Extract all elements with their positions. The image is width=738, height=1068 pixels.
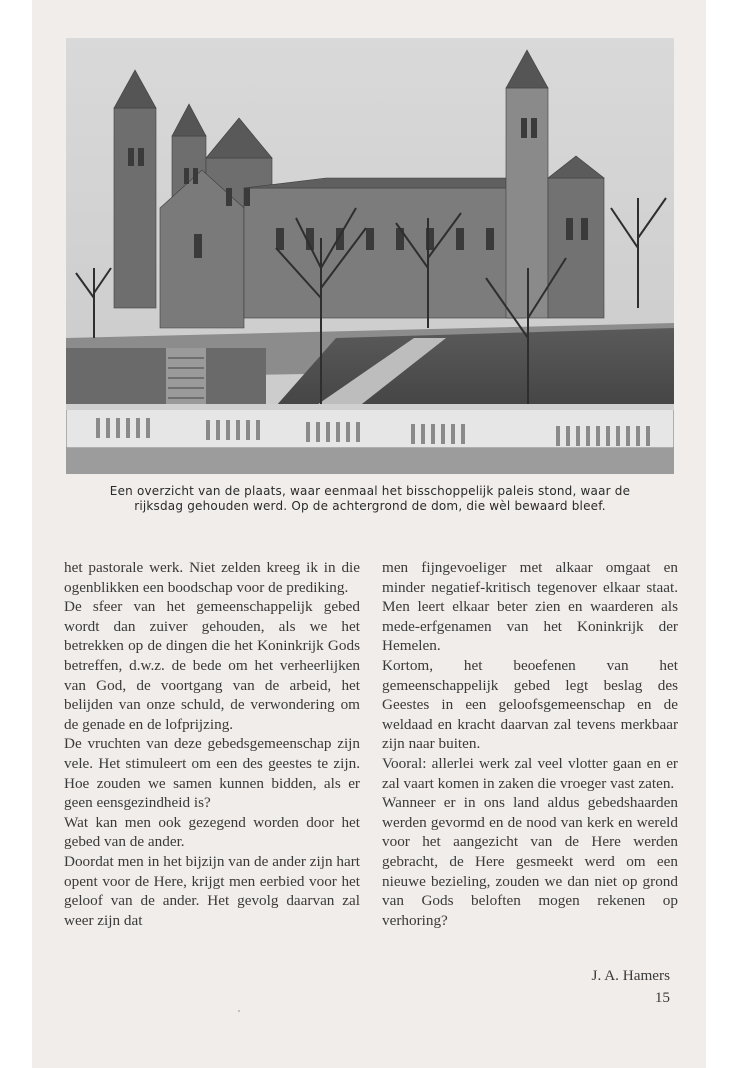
paragraph: De vruchten van deze gebedsgemeenschap zijn vele. Het stimuleert om een des geestes te zijn. Hoe zouden we samen kunnen bidden, als er geen eensgezindheid is? xyxy=(64,735,360,812)
caption-emphasis: wèl xyxy=(489,499,511,513)
article-column-right xyxy=(382,558,678,930)
paragraph: men fijngevoeliger met alkaar omgaat en minder negatief-kritisch tegenover elkaar staat. Men leert elkaar beter zien en waarderen als mede-erfgenamen van het Koninkrijk der Hemelen. xyxy=(382,559,678,655)
paragraph: Wanneer er in ons land aldus gebedshaarden werden gevormd en de nood van kerk en wereld voor het aangezicht van de Here werden gebracht, de Here gesmeekt werd om een nieuwe bezieling, zouden we dan niet op grond van Gods beloften mogen rekenen op verhoring? xyxy=(382,794,678,929)
author-signature: J. A. Hamers xyxy=(591,967,670,984)
cathedral-photo xyxy=(66,38,674,474)
paragraph: Wat kan men ook gezegend worden door het gebed van de ander. xyxy=(64,813,360,851)
paragraph: Doordat men in het bijzijn van de ander zijn hart opent voor de Here, krijgt men eerbied voor het geloof van de ander. Het gevolg daarvan zal weer zijn dat xyxy=(64,852,360,929)
paragraph: De sfeer van het gemeenschappelijk gebed wordt dan zuiver gehouden, als we het betrekken op de dingen die het Koninkrijk Gods betreffen, d.w.z. de bede om het verheerlijken van God, de voortgang van de arbeid, het belijden van onze schuld, de verwondering om de genade en de lofprijzing. xyxy=(64,598,360,733)
photo-caption xyxy=(62,484,678,514)
paragraph: het pastorale werk. Niet zelden kreeg ik in die ogenblikken een boodschap voor de prediking. xyxy=(64,559,360,596)
paragraph: Vooral: allerlei werk zal veel vlotter gaan en er zal vaart komen in zaken die vroeger vast zaten. xyxy=(382,754,678,792)
article-column-left xyxy=(64,558,360,930)
caption-line-2-start: rijksdag gehouden werd. Op de achtergrond de dom, die xyxy=(134,499,490,513)
caption-line-2 xyxy=(62,499,678,514)
caption-line-2-end: bewaard bleef. xyxy=(510,499,606,513)
print-speck xyxy=(238,1010,240,1012)
paragraph: Kortom, het beoefenen van het gemeenschappelijk gebed legt beslag des Geestes in een geloofsgemeenschap en de weldaad en kracht daarvan zal tevens merkbaar zijn naar buiten. xyxy=(382,656,678,753)
caption-line-1: Een overzicht van de plaats, waar eenmaal het bisschoppelijk paleis stond, waar de xyxy=(109,484,631,498)
page-number: 15 xyxy=(654,989,670,1006)
